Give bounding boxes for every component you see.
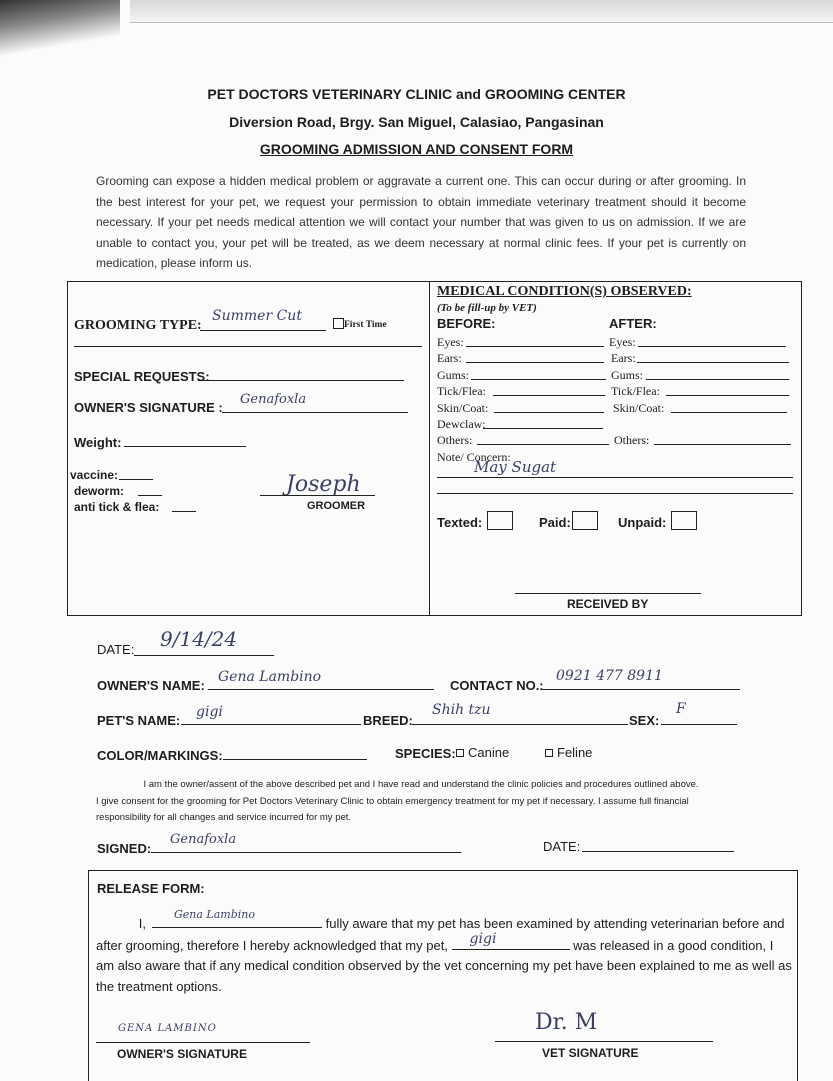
special-requests-label: SPECIAL REQUESTS: [74, 369, 210, 384]
signed-value[interactable]: Genafoxla [170, 832, 237, 847]
canine-label: Canine [468, 745, 510, 760]
release-text-1: fully aware that my pet has been examined by attending veterinarian before and after grooming, therefore I hereby acknowledged that my pet, [96, 916, 785, 953]
sex-label: SEX: [629, 713, 660, 728]
vet-signature-caption: VET SIGNATURE [542, 1046, 639, 1060]
owner-signature-label: OWNER'S SIGNATURE : [74, 400, 223, 415]
after-label: AFTER: [609, 316, 657, 331]
clinic-address: Diversion Road, Brgy. San Miguel, Calasiao, Pangasinan [229, 114, 604, 130]
after-ears-label: Ears: [611, 351, 636, 365]
grooming-type-value[interactable]: Summer Cut [212, 308, 302, 324]
after-others-label: Others: [614, 433, 650, 447]
before-ears-label: Ears: [437, 351, 462, 365]
release-owner-value[interactable]: Gena Lambino [174, 908, 255, 921]
vet-signature[interactable]: Dr. M [535, 1010, 598, 1035]
pet-name-value[interactable]: gigi [196, 704, 223, 720]
owner-signature-caption: OWNER'S SIGNATURE [117, 1047, 247, 1061]
consent-line-2: I give consent for the grooming for Pet Doctors Veterinary Clinic to obtain emergency treatment for my pet if necessary. I assume full financial [96, 796, 689, 807]
before-eyes-label: Eyes: [437, 335, 464, 349]
vaccine-label: vaccine: [70, 468, 119, 482]
groomer-signature[interactable]: Joseph [286, 472, 361, 497]
first-time-checkbox[interactable] [333, 318, 344, 329]
unpaid-label: Unpaid: [618, 515, 667, 530]
before-dewclaw-label: Dewclaw: [437, 417, 486, 431]
feline-checkbox[interactable] [545, 749, 553, 757]
note-value[interactable]: May Sugat [474, 458, 557, 476]
texted-label: Texted: [437, 515, 483, 530]
feline-label: Feline [557, 745, 593, 760]
release-paragraph [96, 908, 792, 997]
first-time-label: First Time [344, 320, 387, 330]
form-title: GROOMING ADMISSION AND CONSENT FORM [259, 141, 574, 157]
before-others-label: Others: [437, 433, 473, 447]
medical-subtitle: (To be fill-up by VET) [437, 302, 537, 314]
before-label: BEFORE: [437, 316, 496, 331]
antitick-label: anti tick & flea: [74, 500, 160, 514]
weight-label: Weight: [74, 435, 122, 450]
color-markings-label: COLOR/MARKINGS: [97, 748, 223, 763]
species-label: SPECIES: [395, 746, 456, 761]
release-pet-value[interactable]: gigi [469, 930, 497, 947]
owner-name-label: OWNER'S NAME: [97, 678, 205, 693]
consent-line-3: responsibility for all changes and service incurred for my pet. [96, 812, 352, 823]
sex-value[interactable]: F [676, 701, 686, 717]
clinic-name: PET DOCTORS VETERINARY CLINIC and GROOMING CENTER [207, 86, 626, 102]
consent-line-1: I am the owner/assent of the above described pet and I have read and understand the clinic policies and procedures outlined above. [143, 779, 699, 790]
breed-value[interactable]: Shih tzu [432, 702, 491, 718]
signed-label: SIGNED: [97, 841, 152, 856]
after-eyes-label: Eyes: [609, 335, 636, 349]
contact-label: CONTACT NO.: [450, 678, 544, 693]
paid-label: Paid: [539, 515, 571, 530]
unpaid-checkbox[interactable] [671, 511, 697, 530]
after-gums-label: Gums: [611, 368, 644, 382]
pet-name-label: PET'S NAME: [97, 713, 181, 728]
canine-checkbox[interactable] [456, 749, 464, 757]
box-divider [429, 281, 430, 615]
note-label: Note/ Concern: [437, 450, 511, 464]
texted-checkbox[interactable] [487, 511, 513, 530]
scan-edge-strip [130, 0, 833, 23]
before-tickflea-label: Tick/Flea: [437, 384, 486, 398]
paid-checkbox[interactable] [572, 511, 598, 530]
after-tickflea-label: Tick/Flea: [611, 384, 660, 398]
after-skincoat-label: Skin/Coat: [613, 401, 665, 415]
contact-value[interactable]: 0921 477 8911 [556, 668, 663, 684]
before-gums-label: Gums: [437, 368, 470, 382]
date-value[interactable]: 9/14/24 [160, 627, 238, 651]
release-title: RELEASE FORM: [97, 881, 205, 896]
owner-name-value[interactable]: Gena Lambino [218, 669, 322, 685]
grooming-type-label: GROOMING TYPE: [74, 318, 202, 333]
release-text-2: was released in a good condition, I am also aware that if any medical condition observed by the vet concerning my pet have been explained to me as well as the treatment options. [96, 937, 792, 994]
received-by-label: RECEIVED BY [567, 597, 649, 611]
medical-title: MEDICAL CONDITION(S) OBSERVED: [437, 284, 692, 299]
release-owner-signature[interactable]: GENA LAMBINO [118, 1023, 217, 1034]
before-skincoat-label: Skin/Coat: [437, 401, 489, 415]
breed-label: BREED: [363, 713, 413, 728]
groomer-label: GROOMER [307, 500, 366, 512]
date-label: DATE: [97, 642, 135, 657]
intro-paragraph: Grooming can expose a hidden medical problem or aggravate a current one. This can occur during or after grooming. In the best interest for your pet, we request your permission to obtain immediate veterinary treatment should it become necessary. If your pet needs medical attention we will contact your number that was given to us on admission. If we are unable to contact you, your pet will be treated, as we deem necessary at normal clinic fees. If your pet is currently on medication, please inform us. [96, 174, 746, 270]
owner-signature-value[interactable]: Genafoxla [240, 392, 307, 407]
deworm-label: deworm: [74, 484, 125, 498]
scan-shadow [0, 0, 120, 60]
consent-date-label: DATE: [543, 839, 581, 854]
release-i-label: I, [138, 916, 146, 931]
